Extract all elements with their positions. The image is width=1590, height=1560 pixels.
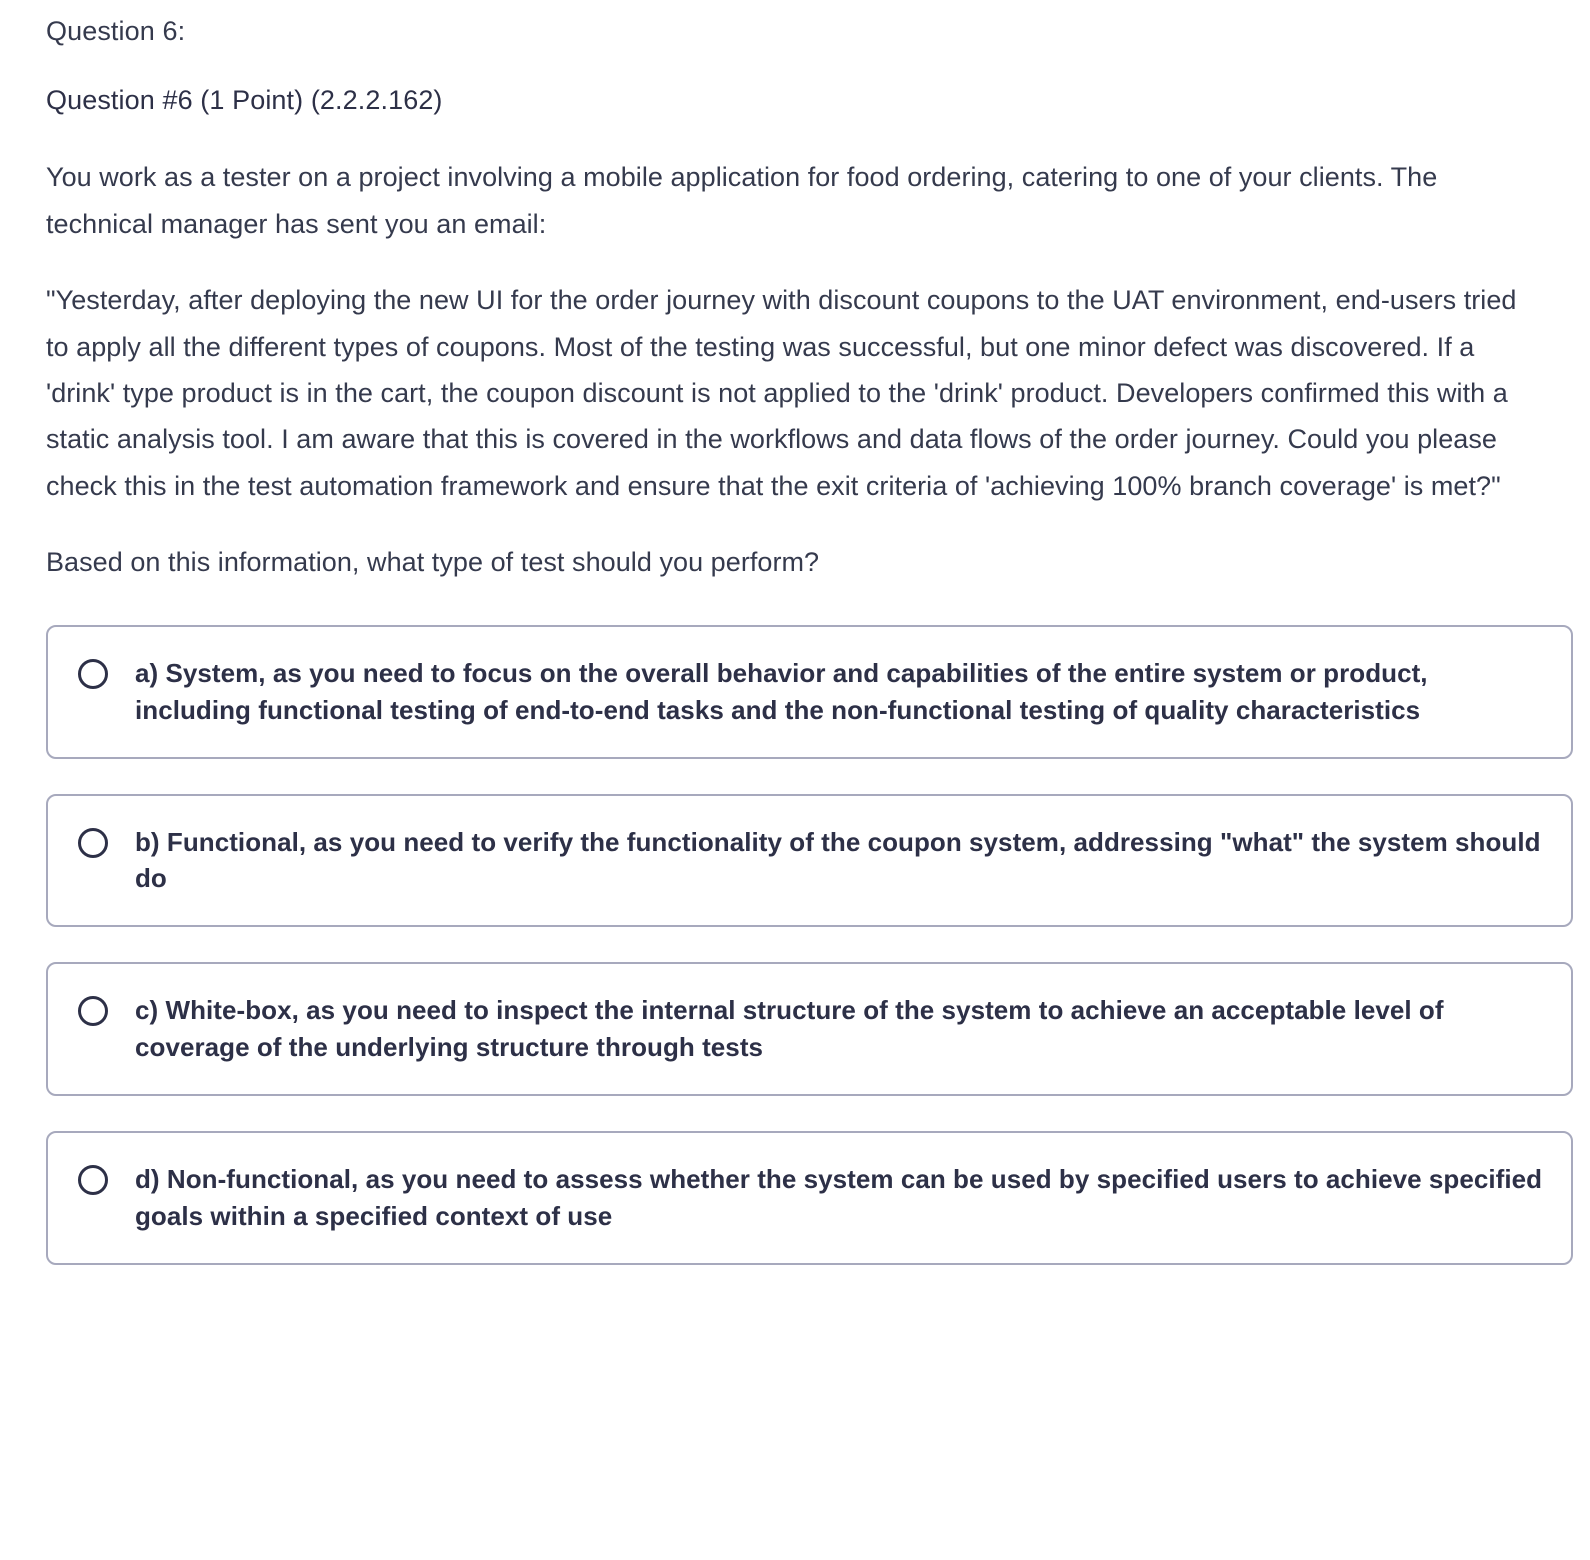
answer-option-a[interactable] xyxy=(46,625,1573,759)
answer-options-list xyxy=(46,625,1570,1265)
answer-option-c-label: c) White-box, as you need to inspect the internal structure of the system to achieve an acceptable level of coverage of the underlying structure through tests xyxy=(135,995,1444,1063)
question-prompt: Based on this information, what type of test should you perform? xyxy=(46,547,820,578)
radio-button-icon-a[interactable] xyxy=(78,659,108,689)
radio-button-icon-c[interactable] xyxy=(78,996,108,1026)
question-number-label: Question 6: xyxy=(46,16,186,46)
answer-option-c[interactable] xyxy=(46,962,1573,1096)
radio-button-icon-d[interactable] xyxy=(78,1165,108,1195)
answer-option-d[interactable] xyxy=(46,1131,1573,1265)
answer-option-b-label: b) Functional, as you need to verify the functionality of the coupon system, addressing "what" the system should do xyxy=(135,826,1541,894)
question-email-quote: "Yesterday, after deploying the new UI for the order journey with discount coupons to the UAT environment, end-users tried to apply all the different types of coupons. Most of the testing was successful, but one minor defect was discovered. If a 'drink' type product is in the cart, the coupon discount is not applied to the 'drink' product. Developers confirmed this with a static analysis tool. I am aware that this is covered in the workflows and data flows of the order journey. Could you please check this in the test automation framework and ensure that the exit criteria of 'achieving 100% branch coverage' is met?" xyxy=(46,285,1517,501)
question-intro-paragraph: You work as a tester on a project involving a mobile application for food ordering, catering to one of your clients. The technical manager has sent you an email: xyxy=(46,162,1438,239)
radio-button-icon-b[interactable] xyxy=(78,828,108,858)
answer-option-a-label: a) System, as you need to focus on the overall behavior and capabilities of the entire system or product, including functional testing of end-to-end tasks and the non-functional testing of quality characteristics xyxy=(135,657,1428,725)
answer-option-b[interactable] xyxy=(46,794,1573,928)
answer-option-d-label: d) Non-functional, as you need to assess whether the system can be used by specified users to achieve specified goals within a specified context of use xyxy=(135,1164,1543,1232)
question-subtitle: Question #6 (1 Point) (2.2.2.162) xyxy=(46,85,443,116)
